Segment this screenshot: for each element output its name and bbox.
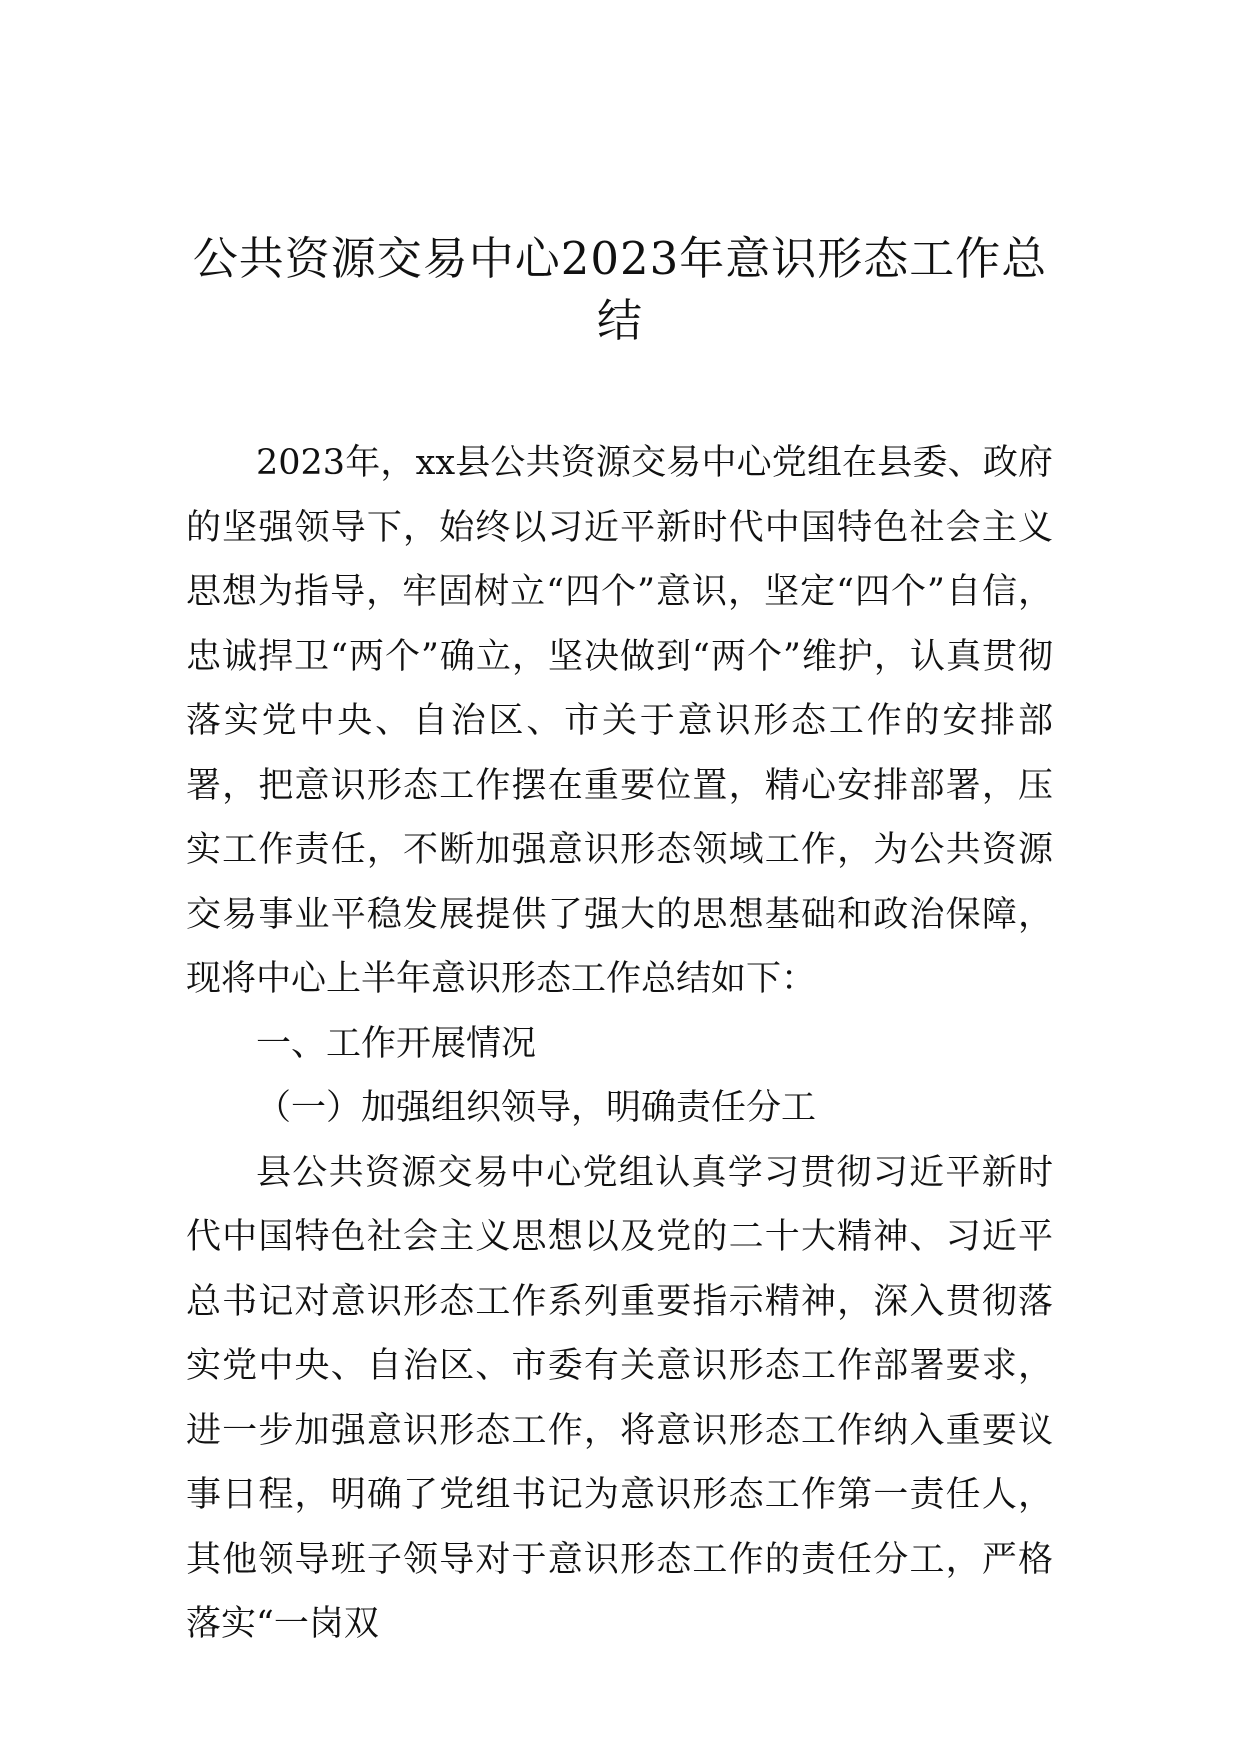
subsection-heading: （一）加强组织领导，明确责任分工	[256, 1088, 817, 1128]
body-paragraph: 县公共资源交易中心党组认真学习贯彻习近平新时代中国特色社会主义思想以及党的二十大精神、习近平总书记对意识形态工作系列重要指示精神，深入贯彻落实党中央、自治区、市委有关意识形态工作部署要求，进一步加强意识形态工作，将意识形态工作纳入重要议事日程，明确了党组书记为意识形态工作第一责任人，其他领导班子领导对于意识形态工作的责任分工，严格落实“一岗双	[186, 1152, 1053, 1644]
document-title: 公共资源交易中心2023年意识形态工作总结	[192, 232, 1048, 347]
intro-paragraph: 2023年，xx县公共资源交易中心党组在县委、政府的坚强领导下，始终以习近平新时代中国特色社会主义思想为指导，牢固树立“四个”意识，坚定“四个”自信，忠诚捍卫“两个”确立，坚决做到“两个”维护，认真贯彻落实党中央、自治区、市关于意识形态工作的安排部署，把意识形态工作摆在重要位置，精心安排部署，压实工作责任，不断加强意识形态领域工作，为公共资源交易事业平稳发展提供了强大的思想基础和政治保障，现将中心上半年意识形态工作总结如下：	[186, 443, 1053, 999]
document-body	[186, 431, 1053, 1657]
section-heading: 一、工作开展情况	[256, 1023, 537, 1064]
